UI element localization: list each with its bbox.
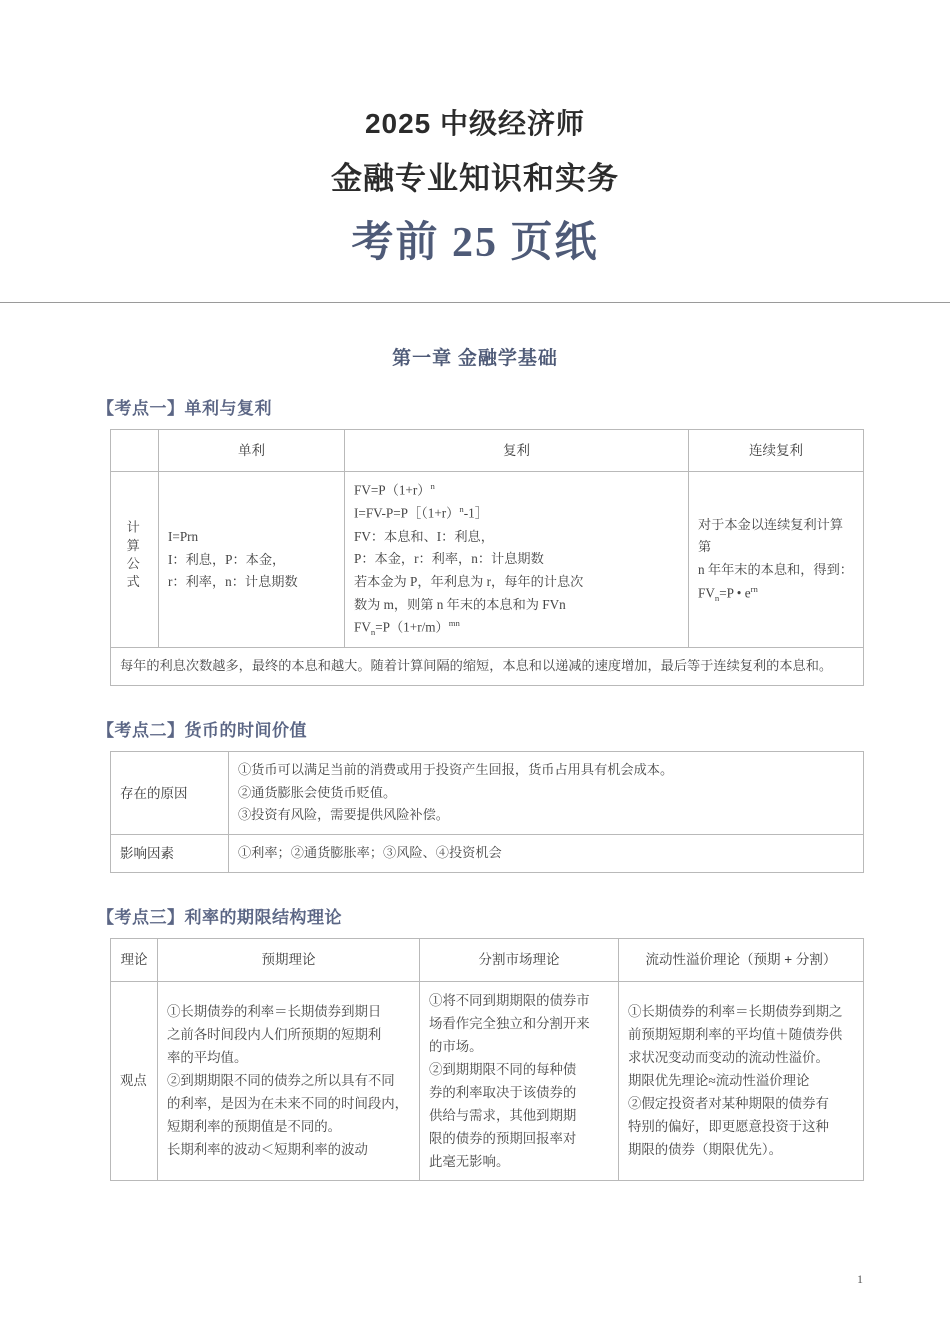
formula-line: P：本金，r：利率，n：计息期数 — [354, 551, 544, 567]
cell-compound-interest — [345, 472, 689, 648]
text-line: 之前各时间段内人们所预期的短期利 — [167, 1027, 382, 1043]
document-title-line-3: 考前 25 页纸 — [351, 220, 599, 267]
text-line: 限的债券的预期回报率对 — [429, 1130, 577, 1146]
row-label-factors: 影响因素 — [111, 835, 229, 873]
row-label-viewpoint: 观点 — [111, 981, 158, 1180]
text-line: 前预期短期利率的平均值＋随债券供 — [628, 1027, 843, 1043]
table-header-cell-theory: 理论 — [111, 939, 158, 981]
document-title-line-2: 金融专业知识和实务 — [331, 161, 619, 197]
text-line: 的利率，是因为在未来不同的时间段内， — [167, 1096, 409, 1112]
formula-line: $FV_n=P$ • $e^{rn}$ — [698, 583, 758, 603]
text-line: 场看作完全独立和分割开来 — [429, 1015, 590, 1031]
table-header-cell-segmented: 分割市场理论 — [420, 939, 619, 981]
formula-line: I=Prn — [168, 528, 199, 544]
table-simple-vs-compound-interest — [110, 429, 864, 686]
text-line: ①长期债券的利率＝长期债券到期日 — [167, 1004, 382, 1020]
page-number: 1 — [857, 1272, 863, 1286]
cell-factors-content — [229, 835, 864, 873]
header-divider — [0, 302, 950, 303]
section-heading-2: 【考点二】货币的时间价值 — [97, 721, 307, 741]
table-3-wrapper — [110, 938, 863, 1181]
table-row — [111, 472, 864, 648]
list-item: ②通货膨胀会使货币贬值。 — [238, 784, 397, 800]
table-row — [111, 648, 864, 686]
text-line: ①长期债券的利率＝长期债券到期之 — [628, 1004, 843, 1020]
text-line: 长期利率的波动＜短期利率的波动 — [167, 1142, 368, 1158]
text-line: 短期利率的预期值是不同的。 — [167, 1119, 342, 1135]
formula-line: $FV=P(1+r)^n$ — [354, 481, 435, 498]
text-line: 券的利率取决于该债券的 — [429, 1084, 577, 1100]
text-line: 期限的债券（期限优先）。 — [628, 1142, 782, 1158]
table-header-cell-liquidity: 流动性溢价理论（预期 + 分割） — [619, 939, 864, 981]
table-header-cell-compound: 复利 — [345, 430, 689, 472]
table-2-wrapper — [110, 751, 863, 873]
table-row — [111, 430, 864, 472]
table-header-cell-simple: 单利 — [159, 430, 345, 472]
formula-line: n 年年末的本息和，得到： — [698, 562, 853, 578]
table-row — [111, 752, 864, 835]
title-block — [0, 0, 950, 274]
table-row — [111, 939, 864, 981]
section-heading-1: 【考点一】单利与复利 — [97, 399, 272, 419]
formula-line: $I=FV-P=P[(1+r)^n-1]$ — [354, 504, 488, 521]
formula-line: 若本金为 P，年利息为 r，每年的计息次 — [354, 573, 584, 589]
table-header-cell-continuous: 连续复利 — [689, 430, 864, 472]
cell-continuous-compound — [689, 472, 864, 648]
formula-line: 对于本金以连续复利计算第 — [698, 516, 844, 555]
row-label-reasons: 存在的原因 — [111, 752, 229, 835]
cell-table-note: 每年的利息次数越多，最终的本息和越大。随着计算间隔的缩短，本息和以递减的速度增加，最后等于连续复利的本息和。 — [111, 648, 864, 686]
text-line: ②假定投资者对某种期限的债券有 — [628, 1096, 829, 1112]
formula-line: 数为 m，则第 n 年末的本息和为 FVn — [354, 596, 566, 612]
row-label-formula — [111, 472, 159, 648]
cell-reasons-content — [229, 752, 864, 835]
text-line: 求状况变动而变动的流动性溢价。 — [628, 1050, 829, 1066]
text-line: 特别的偏好，即更愿意投资于这种 — [628, 1119, 829, 1135]
cell-segmented-market-theory — [420, 981, 619, 1180]
text-line: 期限优先理论≈流动性溢价理论 — [628, 1073, 810, 1089]
section-heading-3: 【考点三】利率的期限结构理论 — [97, 908, 342, 928]
cell-expectation-theory — [158, 981, 420, 1180]
list-item: ③投资有风险，需要提供风险补偿。 — [238, 807, 449, 823]
formula-line: I：利息，P：本金， — [168, 551, 286, 567]
table-1-wrapper — [110, 429, 863, 686]
text-line: 率的平均值。 — [167, 1050, 248, 1066]
table-row — [111, 835, 864, 873]
table-time-value-of-money — [110, 751, 864, 873]
list-item: ①利率；②通货膨胀率；③风险、④投资机会 — [238, 845, 502, 861]
text-line: ②到期期限不同的每种债 — [429, 1061, 577, 1077]
cell-liquidity-premium-theory — [619, 981, 864, 1180]
table-term-structure-theories — [110, 938, 864, 1181]
text-line: ①将不同到期期限的债券市 — [429, 992, 590, 1008]
table-header-cell-blank — [111, 430, 159, 472]
text-line: ②到期期限不同的债券之所以具有不同 — [167, 1073, 395, 1089]
table-header-cell-expectation: 预期理论 — [158, 939, 420, 981]
text-line: 供给与需求，其他到期期 — [429, 1107, 577, 1123]
formula-line: $FV_n=P(1+r/m)^{mn}$ — [354, 618, 460, 638]
formula-line: FV：本息和、I：利息， — [354, 528, 494, 544]
text-line: 的市场。 — [429, 1038, 483, 1054]
formula-line: r：利率，n：计息期数 — [168, 574, 298, 590]
row-label-text: 计算公式 — [124, 519, 140, 593]
chapter-heading: 第一章 金融学基础 — [392, 348, 558, 370]
document-title-line-1: 2025 中级经济师 — [364, 108, 586, 139]
text-line: 此毫无影响。 — [429, 1153, 510, 1169]
cell-simple-interest — [159, 472, 345, 648]
table-row — [111, 981, 864, 1180]
list-item: ①货币可以满足当前的消费或用于投资产生回报，货币占用具有机会成本。 — [238, 762, 674, 778]
